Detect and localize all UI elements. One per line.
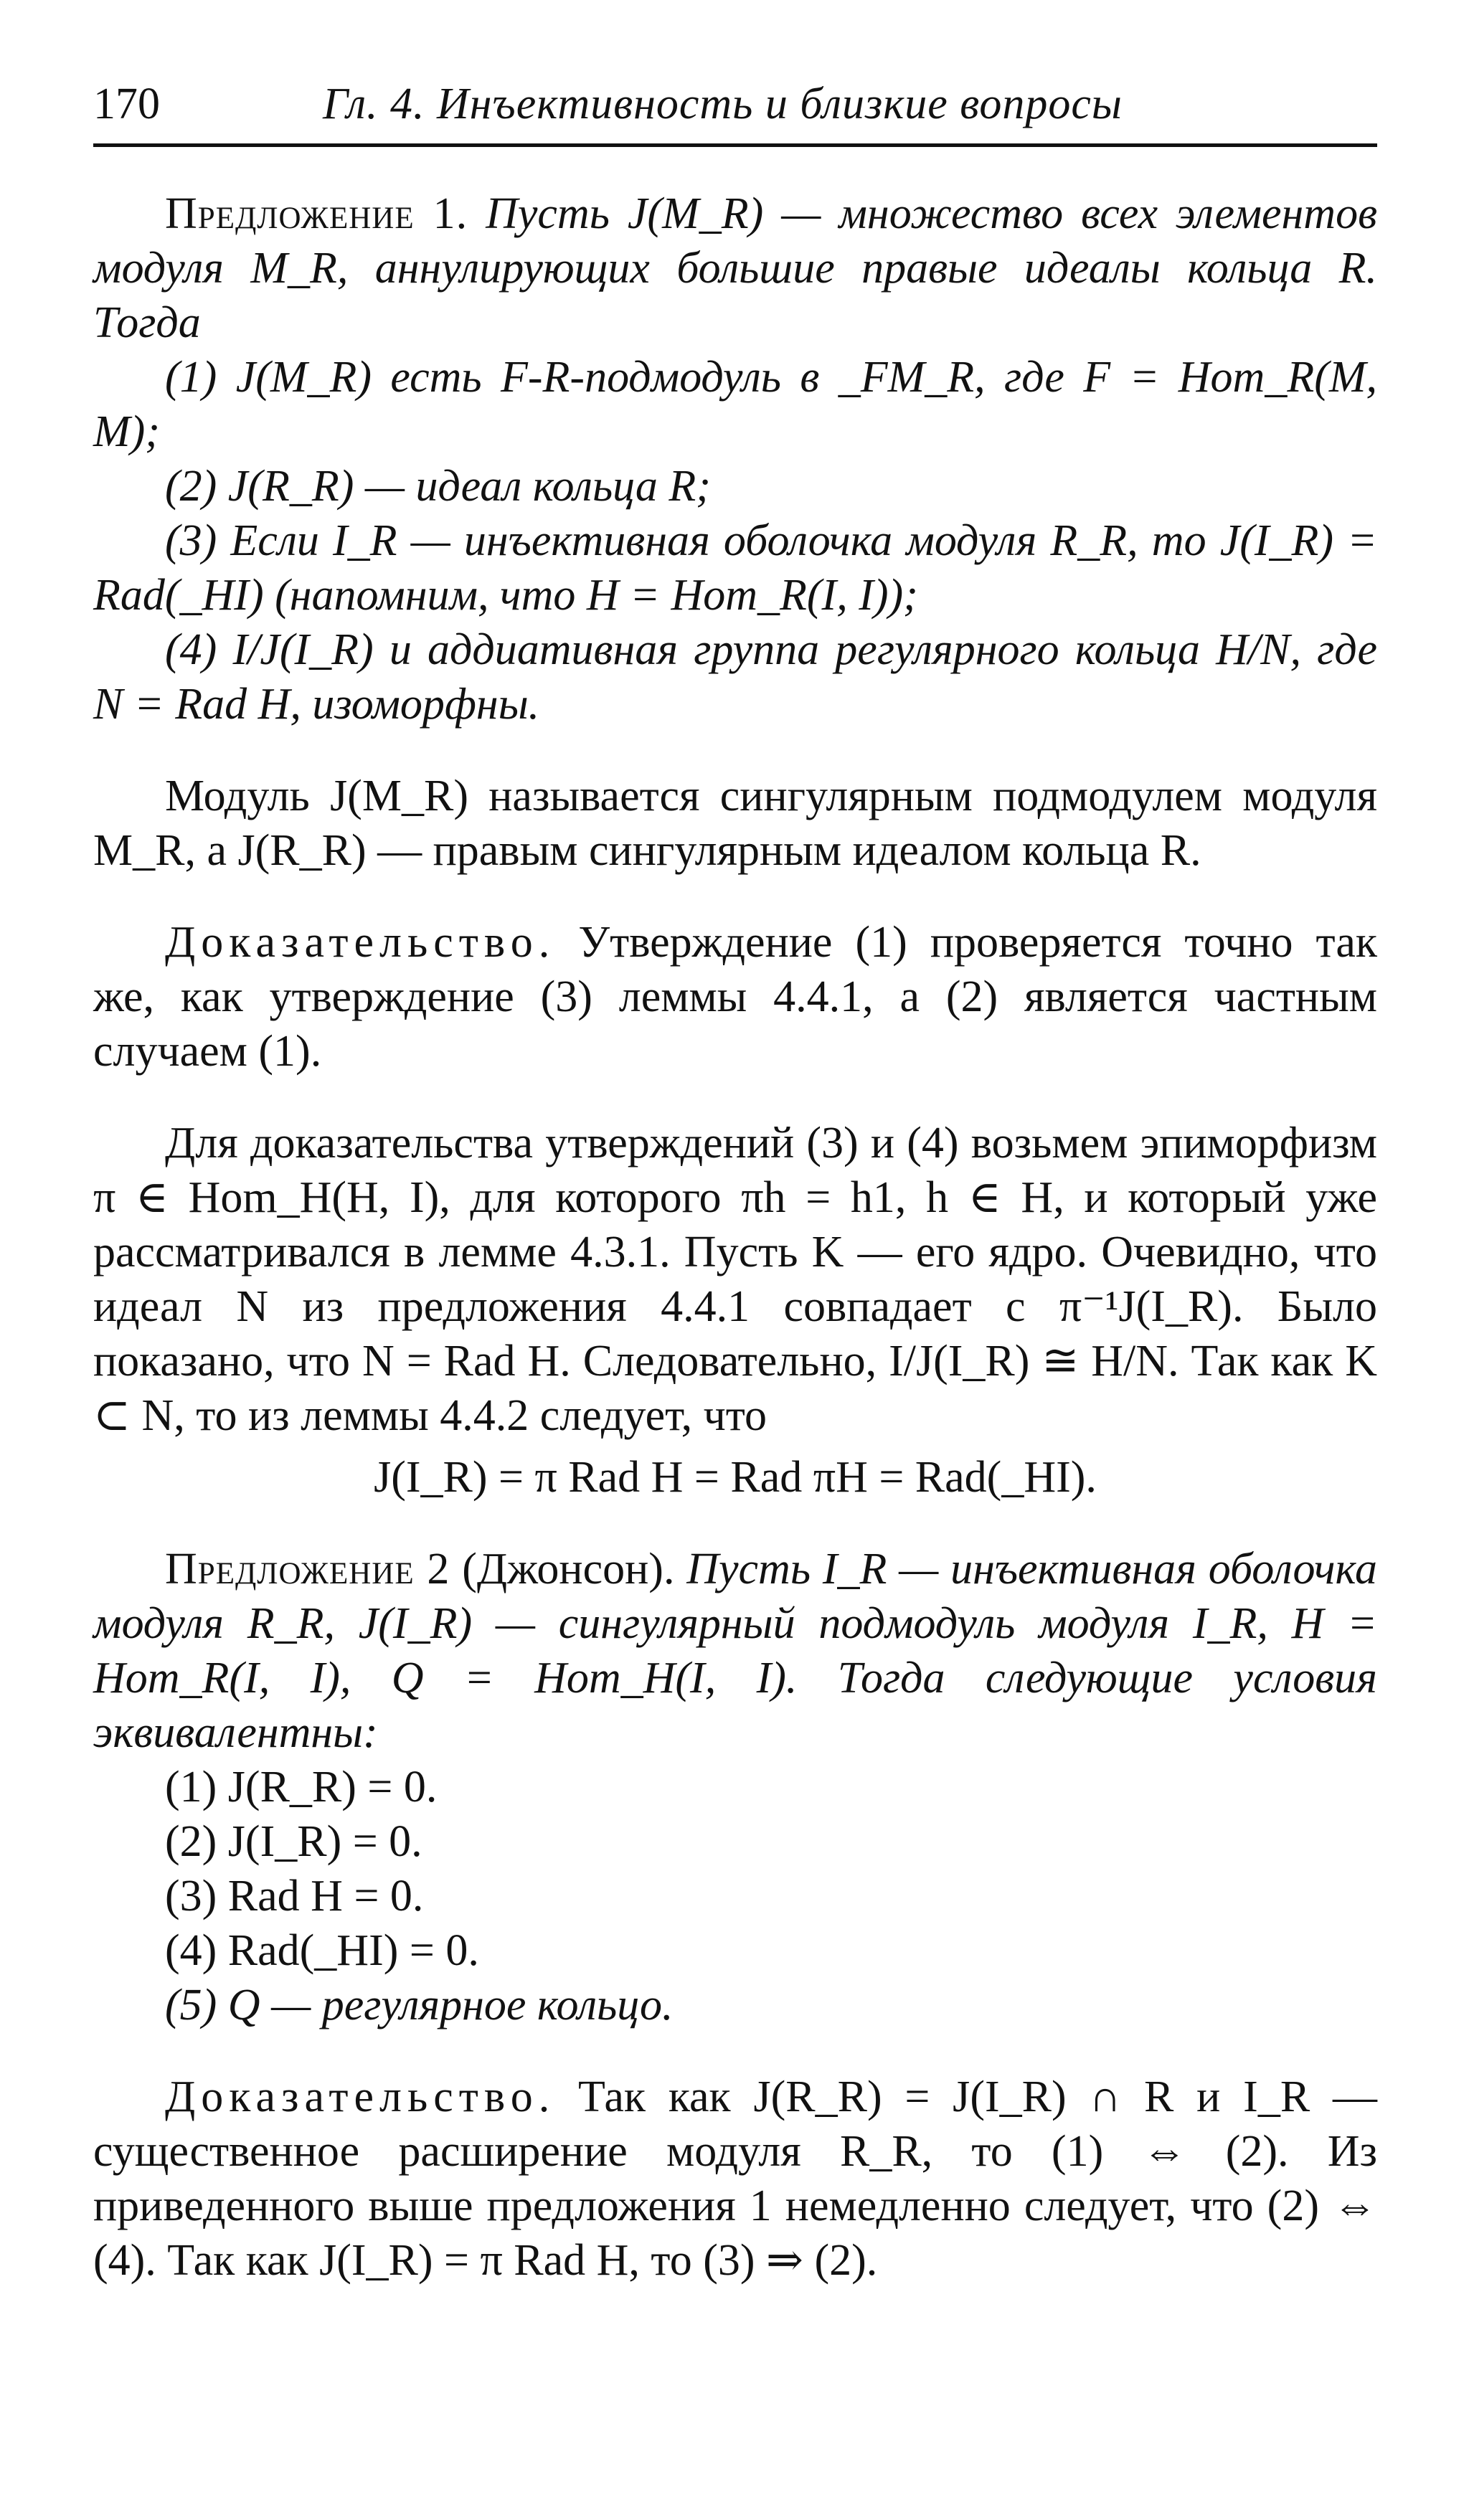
proposition-1-item-4: (4) I/J(I_R) и аддиативная группа регулярного кольца H/N, где N = Rad H, изоморфны. <box>93 625 1377 729</box>
proposition-1-label: Предложение 1. <box>165 189 468 238</box>
running-head: Гл. 4. Инъективность и близкие вопросы <box>323 80 1123 128</box>
proposition-2-conditions <box>93 1760 1377 2032</box>
header-rule <box>93 143 1377 147</box>
proposition-2-item-4: (4) Rad(_HI) = 0. <box>165 1926 479 1975</box>
proof-1-label: Доказательство. <box>165 918 556 967</box>
proof-2-label: Доказательство. <box>165 2073 556 2121</box>
proof-1-formula: J(I_R) = π Rad H = Rad πH = Rad(_HI). <box>374 1453 1097 1502</box>
proof-1-text: Утверждение (1) проверяется точно так же, как утверждение (3) леммы 4.4.1, а (2) является частным случаем (1). <box>93 918 1377 1076</box>
proof-1-paragraph-2: Для доказательства утверждений (3) и (4) возьмем эпиморфизм π ∈ Hom_H(H, I), для которого πh = h1, h ∈ H, и который уже рассматривался в лемме 4.3.1. Пусть K — его ядро. Очевидно, что идеал N из предложения 4.4.1 совпадает с π⁻¹J(I_R). Было показано, что N = Rad H. Следовательно, I/J(I_R) ≅ H/N. Так как K ⊂ N, то из леммы 4.4.2 следует, что <box>93 1119 1377 1440</box>
proof-2-text: Так как J(R_R) = J(I_R) ∩ R и I_R — существенное расширение модуля R_R, то (1) ⇔ (2). Из приведенного выше предложения 1 немедленно следует, что (2) ⇔ (4). Так как J(I_R) = π Rad H, то (3) ⇒ (2). <box>93 2073 1378 2285</box>
proposition-2-item-5: (5) Q — регулярное кольцо. <box>165 1981 674 2029</box>
proposition-1 <box>93 186 1377 350</box>
proposition-2-attribution: (Джонсон). <box>462 1545 675 1593</box>
proposition-2-label: Предложение 2 <box>165 1545 450 1593</box>
proposition-1-item-2: (2) J(R_R) — идеал кольца R; <box>165 462 711 511</box>
page-number: 170 <box>93 80 160 128</box>
proposition-2-item-2: (2) J(I_R) = 0. <box>165 1817 422 1866</box>
proposition-2-item-1: (1) J(R_R) = 0. <box>165 1763 438 1811</box>
proof-2-paragraph <box>93 2070 1377 2288</box>
proposition-2-statement: Пусть I_R — инъективная оболочка модуля R_R, J(I_R) — сингулярный подмодуль модуля I_R, H = Hom_R(I, I), Q = Hom_H(I, I). Тогда следующие условия эквивалентны: <box>93 1545 1377 1757</box>
proposition-2 <box>93 1542 1377 1760</box>
page-body <box>93 186 1377 2288</box>
proposition-1-statement: Пусть J(M_R) — множество всех элементов модуля M_R, аннулирующих большие правые идеалы кольца R. Тогда <box>93 189 1377 347</box>
proposition-1-item-3: (3) Если I_R — инъективная оболочка модуля R_R, то J(I_R) = Rad(_HI) (напомним, что H = Hom_R(I, I)); <box>93 516 1377 620</box>
page-header <box>93 72 1377 136</box>
proof-1-paragraph <box>93 915 1377 1079</box>
proposition-1-item-1: (1) J(M_R) есть F-R-подмодуль в _FM_R, где F = Hom_R(M, M); <box>93 353 1377 456</box>
definition-paragraph: Модуль J(M_R) называется сингулярным подмодулем модуля M_R, а J(R_R) — правым сингулярным идеалом кольца R. <box>93 772 1377 875</box>
proposition-2-item-3: (3) Rad H = 0. <box>165 1872 424 1920</box>
